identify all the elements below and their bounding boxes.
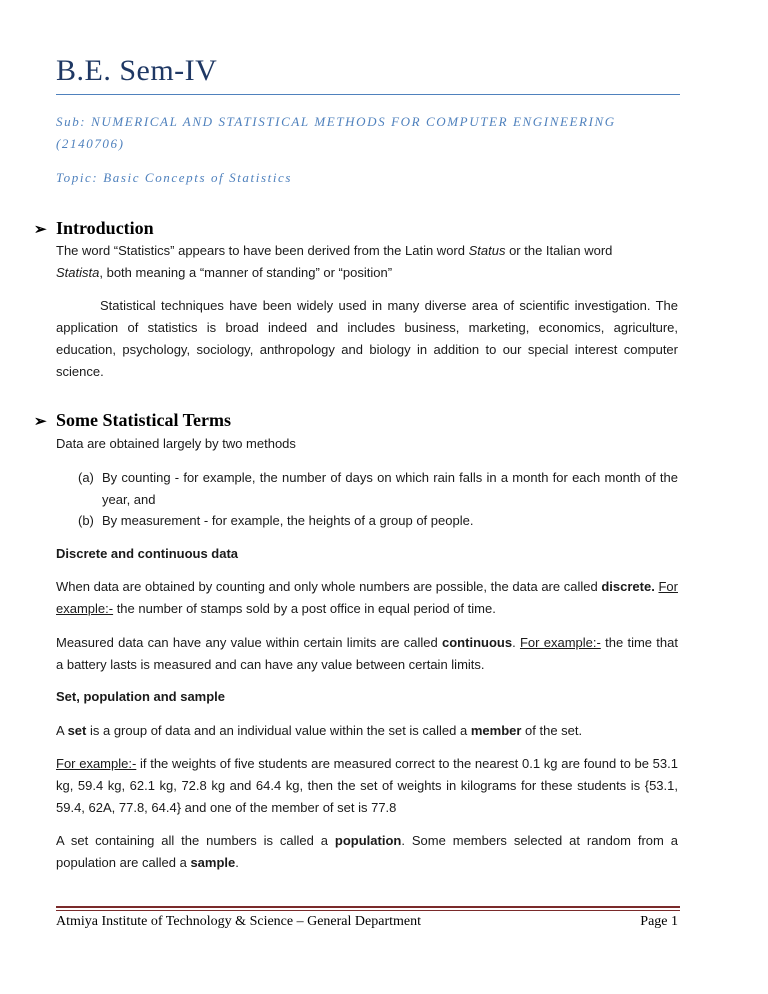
example-label: For example:- <box>56 756 137 771</box>
term-population: population <box>334 833 402 848</box>
list-text: By counting - for example, the number of days on which rain falls in a month for each month of the year, and <box>102 470 678 507</box>
intro-paragraph-2: Statistical techniques have been widely used in many diverse area of scientific investigation. The application of statistics is broad indeed and includes business, marketing, economics, agriculture, education, psychology, sociology, anthropology and biology in addition to our special interest computer science. <box>56 298 678 379</box>
terms-lead: Data are obtained largely by two methods <box>56 436 296 451</box>
subject-code: (2140706) <box>56 136 125 151</box>
heading-text: Some Statistical Terms <box>56 410 231 430</box>
term-continuous: continuous <box>442 635 513 650</box>
heading-text: Introduction <box>56 218 154 238</box>
example-label: For example:- <box>519 635 601 650</box>
list-label: (b) <box>78 513 94 528</box>
word-statista: Statista <box>56 265 100 280</box>
document-title: B.E. Sem-IV <box>56 54 218 87</box>
term-set: set <box>67 723 87 738</box>
term-member: member <box>470 723 522 738</box>
section-heading-introduction <box>34 218 154 239</box>
continuous-paragraph: Measured data can have any value within certain limits are called continuous. For example:- the time that a battery lasts is measured and can have any value between certain limits. <box>56 635 678 672</box>
title-rule <box>56 94 680 95</box>
footer-page-number: Page 1 <box>640 914 678 929</box>
list-item-a <box>78 467 678 511</box>
subheading-discrete-continuous: Discrete and continuous data <box>56 546 239 561</box>
population-paragraph: A set containing all the numbers is called a population. Some members selected at random from a population are called a sample. <box>56 833 678 870</box>
footer-institute: Atmiya Institute of Technology & Science – General Department <box>56 914 421 929</box>
set-example-paragraph: For example:- if the weights of five students are measured correct to the nearest 0.1 kg are found to be 53.1 kg, 59.4 kg, 62.1 kg, 72.8 kg and 64.4 kg, then the set of weights in kilograms for these students is {53.1, 59.4, 62A, 77.8, 64.4} and one of the member of set is 77.8 <box>56 756 678 815</box>
term-discrete: discrete. <box>601 579 655 594</box>
arrow-bullet-icon: ➢ <box>34 222 47 238</box>
discrete-paragraph: When data are obtained by counting and only whole numbers are possible, the data are called discrete. For example:- the number of stamps sold by a post office in equal period of time. <box>56 579 678 616</box>
word-status: Status <box>468 243 506 258</box>
arrow-bullet-icon: ➢ <box>34 414 47 430</box>
set-paragraph: A set is a group of data and an individual value within the set is called a member of the set. <box>56 723 583 738</box>
example-label: For example:- <box>56 579 678 616</box>
section-heading-terms <box>34 410 231 431</box>
list-label: (a) <box>78 470 94 485</box>
topic-line: Topic: Basic Concepts of Statistics <box>56 170 293 185</box>
list-item-b <box>78 510 678 532</box>
intro-paragraph-1: The word “Statistics” appears to have been derived from the Latin word Status or the Italian word Statista, both meaning a “manner of standing” or “position” <box>56 243 613 280</box>
footer-rule-thin <box>56 910 680 911</box>
list-text: By measurement - for example, the heights of a group of people. <box>102 513 474 528</box>
term-sample: sample <box>190 855 236 870</box>
subheading-set-population-sample: Set, population and sample <box>56 689 226 704</box>
subject-line: Sub: NUMERICAL AND STATISTICAL METHODS FOR COMPUTER ENGINEERING <box>56 114 616 129</box>
footer-rule-thick <box>56 906 680 908</box>
